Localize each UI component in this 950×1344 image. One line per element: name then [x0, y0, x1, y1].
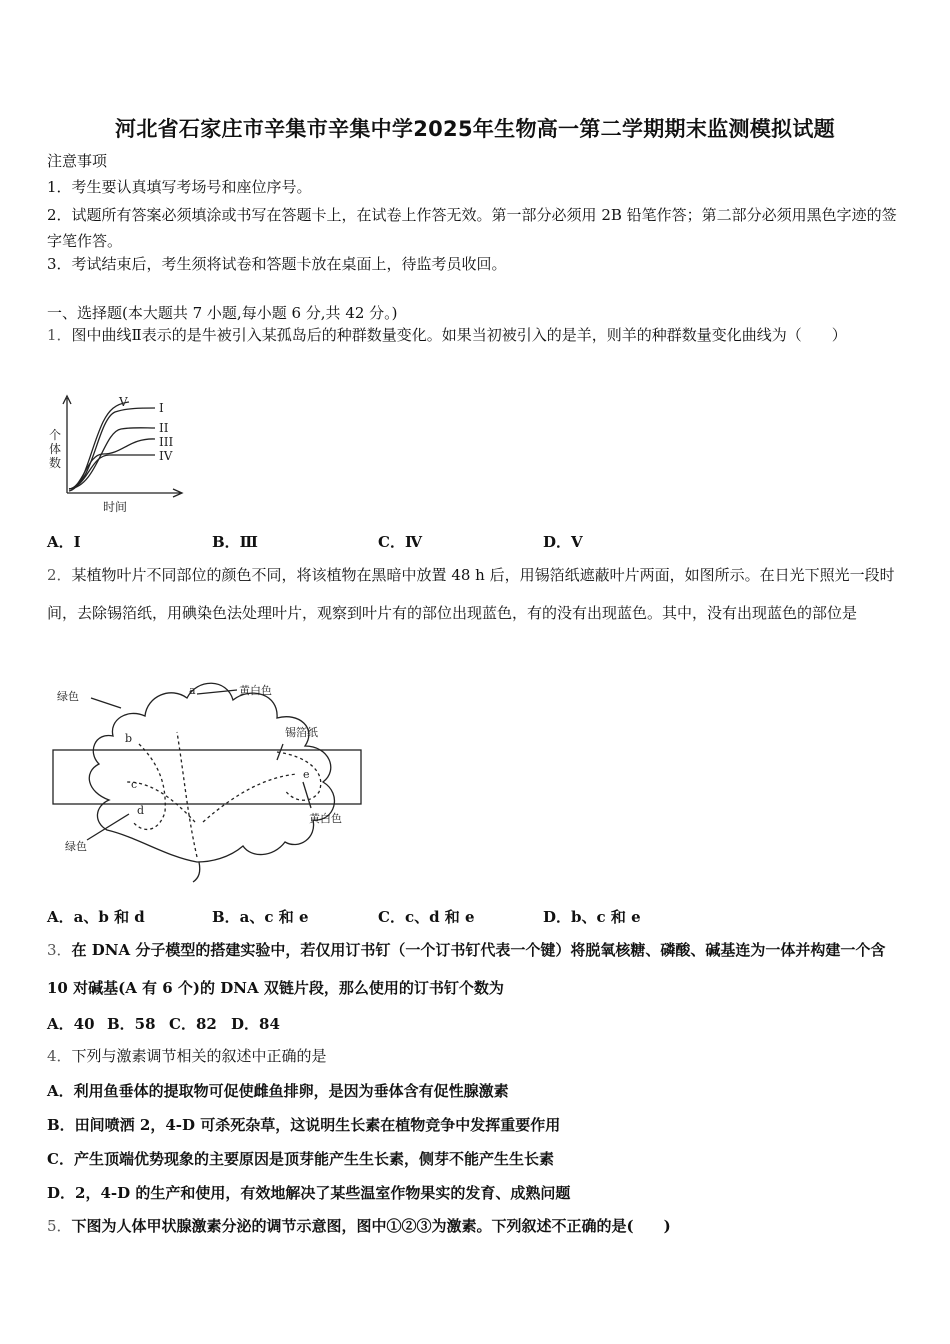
leaf-label-a: a	[189, 684, 196, 697]
question-text: 图中曲线Ⅱ表示的是牛被引入某孤岛后的种群数量变化。如果当初被引入的是羊，则羊的种群数量变化曲线为（ ）	[71, 326, 847, 344]
x-label: 时间	[103, 500, 128, 514]
question-number: 3．	[47, 941, 72, 959]
leaf-foil-figure	[47, 672, 367, 884]
question-4	[47, 1046, 327, 1066]
zone-e-boundary	[277, 752, 321, 800]
question-text: 在 DNA 分子模型的搭建实验中，若仅用订书钉（一个订书钉代表一个键）将脱氧核糖、磷酸、碱基连为一体并构建一个含 10 对碱基(A 有 6 个)的 DNA 双链片段，那么使用的订书钉个数为	[47, 941, 886, 997]
q1-option-c[interactable]: C．Ⅳ	[378, 533, 422, 551]
q3-option-d[interactable]: D．84	[231, 1015, 280, 1033]
question-2	[47, 556, 909, 632]
section-heading: 一、选择题(本大题共 7 小题,每小题 6 分,共 42 分。)	[47, 304, 398, 322]
curve-label-ii: II	[159, 421, 169, 435]
vein-right	[203, 774, 297, 822]
q1-option-d[interactable]: D．Ⅴ	[543, 533, 583, 551]
pointer-green-bottom	[87, 814, 129, 840]
question-number: 5．	[47, 1217, 72, 1235]
q3-option-a[interactable]: A．40	[47, 1015, 95, 1033]
q4-option-d[interactable]: D．2，4-D 的生产和使用，有效地解决了某些温室作物果实的发育、成熟问题	[47, 1184, 571, 1202]
q4-option-c[interactable]: C．产生顶端优势现象的主要原因是顶芽能产生生长素，侧芽不能产生生长素	[47, 1150, 554, 1168]
question-3	[47, 931, 909, 1007]
leaf-label-c: c	[131, 778, 138, 791]
y-label-2: 体	[49, 442, 62, 456]
q4-option-a[interactable]: A．利用鱼垂体的提取物可促使雌鱼排卵，是因为垂体含有促性腺激素	[47, 1082, 509, 1100]
notice-item-2: 2．试题所有答案必须填涂或书写在答题卡上，在试卷上作答无效。第一部分必须用 2B 铅笔作答；第二部分必须用黑色字迹的签字笔作答。	[47, 206, 897, 250]
page-title: 河北省石家庄市辛集市辛集中学2025年生物高一第二学期期末监测模拟试题	[115, 117, 835, 141]
q3-option-c[interactable]: C．82	[169, 1015, 217, 1033]
pointer-green-top	[91, 698, 121, 708]
curve-label-i: I	[159, 401, 164, 415]
q2-option-a[interactable]: A．a、b 和 d	[47, 908, 145, 926]
question-number: 1．	[47, 326, 72, 344]
q2-option-d[interactable]: D．b、c 和 e	[543, 908, 641, 926]
question-text: 某植物叶片不同部位的颜色不同，将该植物在黑暗中放置 48 h 后，用锡箔纸遮蔽叶片两面，如图所示。在日光下照光一段时间，去除锡箔纸，用碘染色法处理叶片，观察到叶片有的部位出现蓝色，有的没有出现蓝色。其中，没有出现蓝色的部位是	[47, 566, 895, 622]
curve-label-iii: III	[159, 435, 174, 449]
leaf-label-yellow-top: 黄白色	[239, 684, 272, 697]
notice-item-1: 1．考生要认真填写考场号和座位序号。	[47, 178, 312, 196]
q1-option-b[interactable]: B．Ⅲ	[212, 533, 258, 551]
q4-option-b[interactable]: B．田间喷洒 2，4-D 可杀死杂草，这说明生长素在植物竞争中发挥重要作用	[47, 1116, 561, 1134]
leaf-label-b: b	[125, 732, 133, 745]
notice-item-3: 3．考试结束后，考生须将试卷和答题卡放在桌面上，待监考员收回。	[47, 255, 507, 273]
q2-option-b[interactable]: B．a、c 和 e	[212, 908, 309, 926]
y-label-3: 数	[49, 456, 62, 470]
curve-label-v: V	[119, 395, 128, 409]
leaf-stem	[193, 862, 200, 882]
curve-v	[69, 402, 129, 491]
curve-label-iv: IV	[159, 449, 173, 463]
q3-option-b[interactable]: B．58	[107, 1015, 156, 1033]
q1-option-a[interactable]: A．Ⅰ	[47, 533, 81, 551]
question-text: 下列与激素调节相关的叙述中正确的是	[71, 1047, 327, 1065]
q2-option-c[interactable]: C．c、d 和 e	[378, 908, 475, 926]
leaf-label-e: e	[303, 768, 310, 781]
leaf-label-d: d	[137, 804, 145, 817]
question-1	[47, 316, 909, 354]
leaf-label-yellow-bottom: 黄白色	[309, 812, 342, 825]
pointer-a	[197, 690, 237, 694]
question-5	[47, 1216, 671, 1236]
leaf-outline	[89, 683, 334, 862]
question-text: 下图为人体甲状腺激素分泌的调节示意图，图中①②③为激素。下列叙述不正确的是( )	[71, 1217, 671, 1235]
question-number: 2．	[47, 566, 72, 584]
leaf-label-green-top: 绿色	[57, 690, 79, 703]
question-number: 4．	[47, 1047, 72, 1065]
vein-main	[177, 732, 197, 857]
y-label-1: 个	[49, 428, 62, 442]
notice-heading: 注意事项	[47, 152, 108, 170]
leaf-label-foil: 锡箔纸	[285, 726, 318, 739]
leaf-label-green-bottom: 绿色	[65, 840, 87, 853]
population-curve-figure	[45, 392, 190, 517]
